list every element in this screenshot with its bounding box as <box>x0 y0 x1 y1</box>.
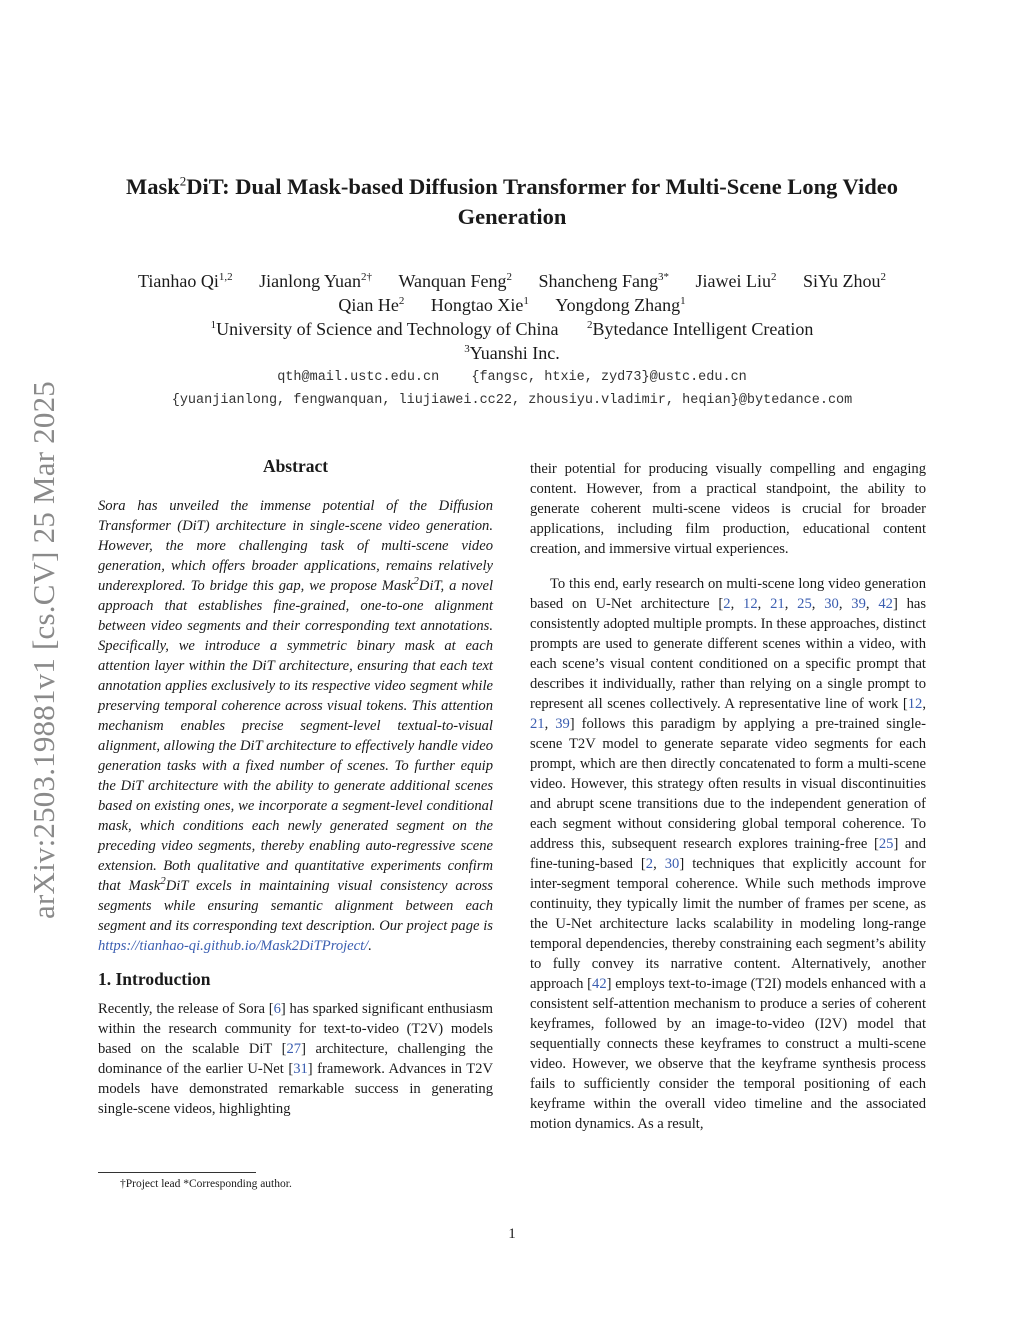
project-page-link[interactable]: https://tianhao-qi.github.io/Mask2DiTProject/ <box>98 938 369 954</box>
title-part1: Mask <box>126 174 180 199</box>
citation-link[interactable]: 42 <box>592 976 607 992</box>
citation-link[interactable]: 2 <box>645 856 654 872</box>
citation-link[interactable]: 27 <box>286 1041 302 1057</box>
footnote-rule <box>98 1172 256 1173</box>
paper-title <box>90 172 934 232</box>
citation-link[interactable]: 21 <box>770 596 785 612</box>
footnote: †Project lead *Corresponding author. <box>120 1178 292 1190</box>
title-part2: DiT: Dual Mask-based Diffusion Transformer for Multi-Scene Long Video <box>186 174 898 199</box>
emails-line-2 <box>90 393 934 408</box>
citation-link[interactable]: 6 <box>273 1001 281 1017</box>
author: Yongdong Zhang$^1$ <box>555 295 686 315</box>
citation-link[interactable]: 12 <box>907 696 923 712</box>
author: Shancheng Fang$^{3*}$ <box>538 271 669 291</box>
citation-link[interactable]: 39 <box>851 596 866 612</box>
author: Jianlong Yuan$^{2\dagger}$ <box>259 271 372 291</box>
page-number: 1 <box>508 1226 516 1242</box>
citation-link[interactable]: 30 <box>664 856 680 872</box>
citation-link[interactable]: 2 <box>723 596 731 612</box>
citation-link[interactable]: 25 <box>797 596 812 612</box>
email: {yuanjianlong, fengwanquan, liujiawei.cc22, zhousiyu.vladimir, heqian}@bytedance.com <box>171 393 853 408</box>
emails-line-1 <box>90 370 934 385</box>
abstract-heading: Abstract <box>262 456 329 476</box>
citation-link[interactable]: 30 <box>824 596 839 612</box>
abstract-body: Sora has unveiled the immense potential of the Diffusion Transformer (DiT) architecture in single-scene video generation. However, the more challenging task of multi-scene video generation, which offers broader applications, remains relatively underexplored. To bridge this gap, we propose Mask$^2$DiT, a novel approach that establishes fine-grained, one-to-one alignment between video segments and their corresponding text annotations. Specifically, we introduce a symmetric binary mask at each attention layer within the DiT architecture, ensuring that each text annotation applies exclusively to its respective video segment while preserving temporal coherence across visual tokens. This attention mechanism enables precise segment-level textual-to-visual alignment, allowing the DiT architecture to effectively handle video generation tasks with a fixed number of scenes. To further equip the DiT architecture with the ability to generate additional scenes based on existing ones, we incorporate a segment-level conditional mask, which conditions each newly generated segment on the preceding video segments, thereby enabling auto-regressive scene extension. Both qualitative and quantitative experiments confirm that Mask$^2$DiT excels in maintaining visual consistency across segments while ensuring semantic alignment between each segment and its corresponding text description. Our project page is https://tianhao-qi.github.io/Mask2DiTProject/. <box>98 498 493 954</box>
right-paragraph-2: To this end, early research on multi-scene long video generation based on U-Net architecture [2, 12, 21, 25, 30, 39, 42] has consistently adopted multiple prompts. In these approaches, distinct prompts are used to generate different scenes within a video, with each scene’s visual content conditioned on a specific prompt that describes it individually, rather than relying on a single prompt to represent all scenes collectively. A representative line of work [12, 21, 39] follows this paradigm by applying a pre-trained single-scene T2V model to generate separate video segments for each prompt, which are then directly concatenated to form a multi-scene video. However, this strategy often results in visual discontinuities and abrupt scene transitions due to the independent generation of each segment without considering global temporal coherence. To address this, subsequent research explores training-free [25] and fine-tuning-based [2, 30] techniques that explicitly account for inter-segment temporal coherence. While such methods improve continuity, they typically limit the number of frames per scene, as the U-Net architecture lacks scalability in modeling long-range temporal dependencies, thereby constraining each segment’s ability to fully convey its narrative content. Alternatively, another approach [42] employs text-to-image (T2I) models enhanced with a consistent self-attention mechanism to produce a series of coherent keyframes, followed by an image-to-video (I2V) model that sequentially connects these keyframes to construct a multi-scene video. However, we observe that the keyframe synthesis process fails to sufficiently consider the temporal positioning of each keyframe within the overall video timeline and the associated motion dynamics. As a result, <box>530 576 927 1132</box>
affiliations-line-2 <box>90 342 934 365</box>
title-line2: Generation <box>457 204 567 229</box>
authors-line-1 <box>90 270 934 293</box>
citation-link[interactable]: 42 <box>878 596 893 612</box>
title-sup: 2 <box>179 173 187 189</box>
right-paragraph-1: their potential for producing visually compelling and engaging content. However, from a practical standpoint, the ability to generate coherent multi-scene videos is crucial for broader applications, including film production, educational content creation, and immersive virtual experiences. <box>530 461 926 557</box>
author: SiYu Zhou$^2$ <box>802 271 886 291</box>
author: Tianhao Qi$^{1,2}$ <box>138 271 233 291</box>
citation-link[interactable]: 21 <box>530 716 545 732</box>
email: qth@mail.ustc.edu.cn <box>277 370 440 385</box>
affiliation: $^1$University of Science and Technology of China <box>210 319 559 339</box>
authors-line-2 <box>90 294 934 317</box>
citation-link[interactable]: 31 <box>293 1061 308 1077</box>
author: Hongtao Xie$^1$ <box>430 295 529 315</box>
citation-link[interactable]: 12 <box>743 596 758 612</box>
arxiv-identifier: arXiv:2503.19881v1 [cs.CV] 25 Mar 2025 <box>26 381 61 919</box>
arxiv-side-stamp <box>14 350 74 950</box>
intro-paragraph-1: Recently, the release of Sora [6] has sparked significant enthusiasm within the research community for text-to-video (T2V) models based on the scalable DiT [27] architecture, challenging the dominance of the earlier U-Net [31] framework. Advances in T2V models have demonstrated remarkable success in generating single-scene videos, highlighting <box>98 1001 493 1117</box>
affiliations-line-1 <box>90 318 934 341</box>
right-column <box>530 459 926 1134</box>
introduction-heading: 1. Introduction <box>98 969 211 989</box>
left-column <box>98 456 493 1119</box>
author: Wanquan Feng$^2$ <box>398 271 512 291</box>
citation-link[interactable]: 25 <box>878 836 894 852</box>
affiliation: $^3$Yuanshi Inc. <box>464 343 560 363</box>
author: Jiawei Liu$^2$ <box>695 271 777 291</box>
email: {fangsc, htxie, zyd73}@ustc.edu.cn <box>471 370 747 385</box>
citation-link[interactable]: 39 <box>555 716 570 732</box>
author: Qian He$^2$ <box>338 295 405 315</box>
affiliation: $^2$Bytedance Intelligent Creation <box>586 319 814 339</box>
